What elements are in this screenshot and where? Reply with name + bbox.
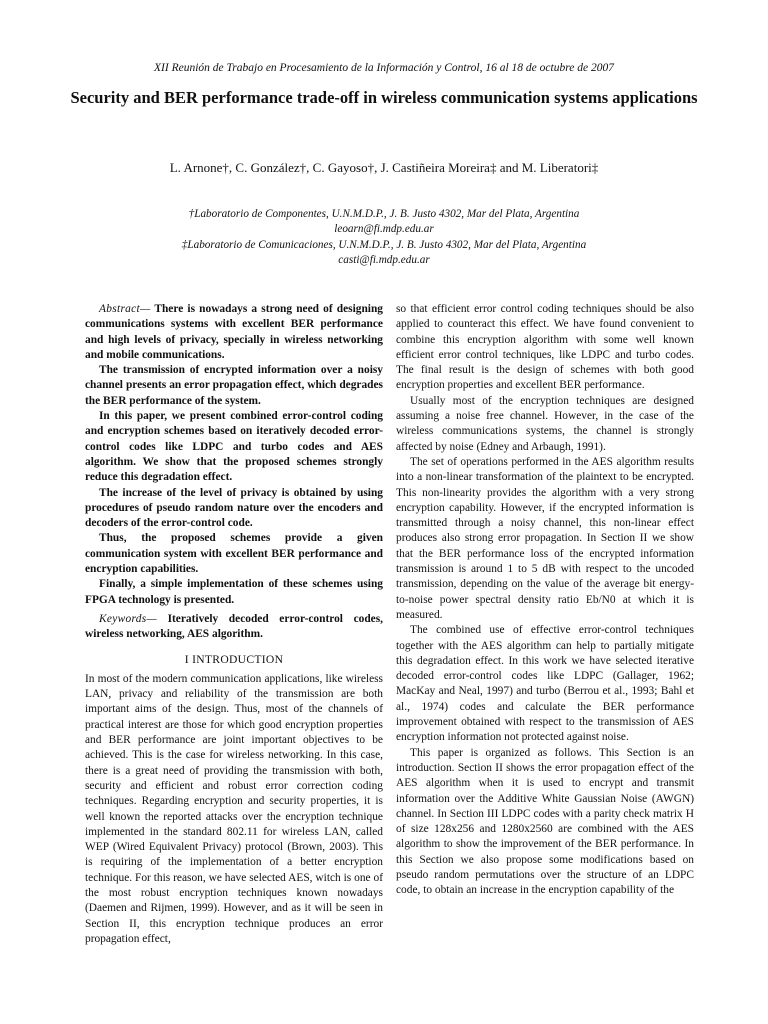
affiliation-email: leoarn@fi.mdp.edu.ar xyxy=(334,223,434,236)
affiliation-line: †Laboratorio de Componentes, U.N.M.D.P., J. B. Justo 4302, Mar del Plata, Argentina xyxy=(188,208,580,220)
author-list: L. Arnone†, C. González†, C. Gayoso†, J. Castiñeira Moreira‡ and M. Liberatori‡ xyxy=(169,160,599,175)
abstract-paragraph: In this paper, we present combined error-control coding and encryption schemes based on iteratively decoded error-control codes like LDPC and turbo codes and AES algorithm. We show that the proposed schemes strongly reduce this degradation effect. xyxy=(85,410,383,484)
section-heading: I INTRODUCTION xyxy=(184,652,284,666)
body-paragraph: The set of operations performed in the AES algorithm results into a non-linear transformation of the plaintext to be encrypted. This non-linearity provides the algorithm with a very strong encryption capability. However, if the encrypted information is transmitted through a noisy channel, this non-linear effect produces also strong error propagation. In Section II we show that the BER performance loss of the encrypted information transmission is around 1 to 5 dB with respect to the uncoded transmission, depending on the value of the average bit energy-to-noise power spectral density ratio Eb/N0 at which it is measured. xyxy=(396,455,694,621)
paper-title: Security and BER performance trade-off in wireless communication systems applications xyxy=(70,88,698,107)
abstract-paragraph xyxy=(85,302,383,363)
left-column xyxy=(85,302,383,947)
abstract-paragraph: Finally, a simple implementation of these schemes using FPGA technology is presented. xyxy=(85,578,383,606)
abstract-paragraph: The transmission of encrypted information over a noisy channel presents an error propagation effect, which degrades the BER performance of the system. xyxy=(85,364,383,407)
body-paragraph: In most of the modern communication applications, like wireless LAN, privacy and reliability of the transmission are both important aims of the design. Thus, most of the channels of practical interest are those for which good encryption properties and BER performance are joint important objectives to be achieved. This is the case for wireless networking. In this case, there is a great need of providing the transmission with both, security and efficient and robust error correction coding techniques. Regarding encryption and security properties, it is well known the reported attacks over the encryption technique implemented in the standard 802.11 for wireless LAN, called WEP (Wired Equivalent Privacy) protocol (Brown, 2003). This is requiring of the implementation of a better encryption technique. For this reason, we have selected AES, witch is one of the most robust encryption techniques known nowadays (Daemen and Rijmen, 1999). However, and as it will be seen in Section II, this encryption technique produces an error propagation effect, xyxy=(85,672,383,945)
body-paragraph: Usually most of the encryption techniques are designed assuming a noise free channel. However, in the case of the wireless communications systems, the channel is strongly affected by noise (Edney and Arbaugh, 1991). xyxy=(396,394,694,453)
conference-header: XII Reunión de Trabajo en Procesamiento de la Información y Control, 16 al 18 de octubre de 2007 xyxy=(154,62,614,74)
affiliation-line: ‡Laboratorio de Comunicaciones, U.N.M.D.P., J. B. Justo 4302, Mar del Plata, Argentina xyxy=(181,238,587,251)
keywords-text: Iteratively decoded error-control codes, wireless networking, AES algorithm. xyxy=(85,612,383,641)
body-paragraph: so that efficient error control coding techniques should be also applied to counteract this effect. We have found convenient to combine this encryption algorithm with some well known efficient error control techniques, like LDPC and turbo codes. The final result is the design of schemes with both good encryption properties and excellent BER performance. xyxy=(396,303,694,392)
affiliations xyxy=(0,207,768,268)
abstract-label: Abstract— xyxy=(99,303,151,315)
abstract-paragraph: Thus, the proposed schemes provide a given communication system with excellent BER performance and encryption capabilities. xyxy=(85,532,383,576)
keywords-paragraph xyxy=(85,612,383,643)
body-paragraph: This paper is organized as follows. This Section is an introduction. Section II shows the error propagation effect of the AES algorithm when it is used to encrypt and transmit information over the Additive White Gaussian Noise (AWGN) channel. In Section III LDPC codes with a parity check matrix H of size 128x256 and 1280x2560 are combined with the AES algorithm to show the improvement of the BER performance. In this Section we also propose some modifications based on pseudo random permutations over the structure of an LDPC code, to obtain an increase in the encryption capability of the xyxy=(396,746,694,897)
abstract-text: There is nowadays a strong need of designing communications systems with excellent BER performance and high levels of privacy, specially in wireless networking and mobile communications. xyxy=(85,303,383,361)
keywords-label: Keywords— xyxy=(99,612,157,625)
right-column xyxy=(396,302,694,899)
body-paragraph: The combined use of effective error-control techniques together with the AES algorithm can help to partially mitigate this degradation effect. In this work we have selected iterative decoded error-control codes like LDPC (Gallager, 1962; MacKay and Neal, 1997) and turbo (Berrou et al., 1993; Bahl et al., 1974) codes and calculate the BER performance improvement obtained with respect to the transmission of AES encryption information not protected against noise. xyxy=(396,624,694,744)
abstract-paragraph: The increase of the level of privacy is obtained by using procedures of pseudo random nature over the encoders and decoders of the error-control code. xyxy=(85,486,383,530)
affiliation-email: casti@fi.mdp.edu.ar xyxy=(338,253,430,266)
